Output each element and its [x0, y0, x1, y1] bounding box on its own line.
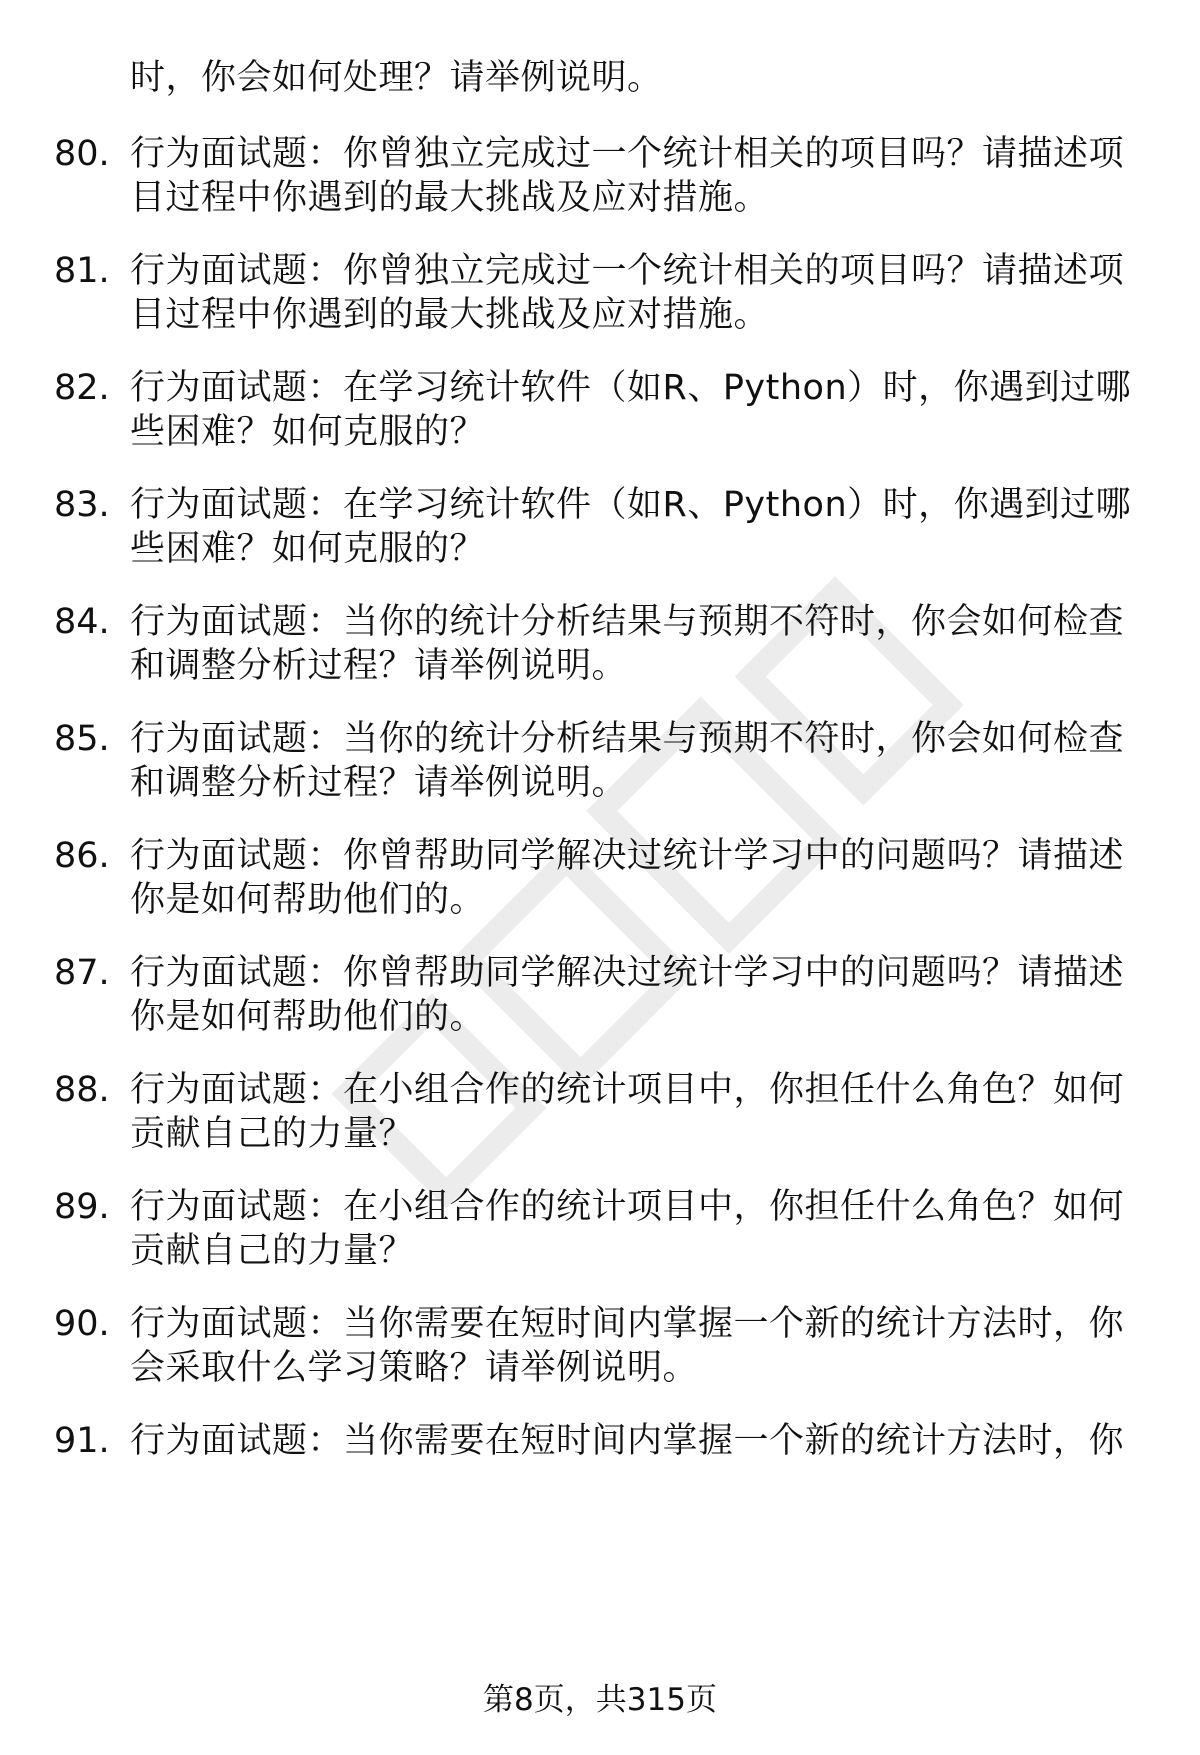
question-number: 89.: [54, 1187, 110, 1227]
question-line: 行为面试题：你曾独立完成过一个统计相关的项目吗？请描述项: [130, 134, 1125, 174]
question-line: 行为面试题：当你的统计分析结果与预期不符时，你会如何检查: [130, 719, 1125, 759]
question-line: 目过程中你遇到的最大挑战及应对措施。: [130, 295, 770, 335]
question-line: 行为面试题：你曾帮助同学解决过统计学习中的问题吗？请描述: [130, 953, 1125, 993]
question-number: 86.: [54, 836, 110, 876]
question-number: 90.: [54, 1304, 110, 1344]
question-number: 83.: [54, 485, 110, 525]
question-line: 和调整分析过程？请举例说明。: [130, 763, 628, 803]
question-number: 88.: [54, 1070, 110, 1110]
question-line: 行为面试题：在学习统计软件（如R、Python）时，你遇到过哪: [130, 368, 1132, 408]
question-line: 会采取什么学习策略？请举例说明。: [130, 1348, 699, 1388]
question-number: 87.: [54, 953, 110, 993]
question-number: 82.: [54, 368, 110, 408]
question-line: 行为面试题：你曾帮助同学解决过统计学习中的问题吗？请描述: [130, 836, 1125, 876]
question-line: 行为面试题：你曾独立完成过一个统计相关的项目吗？请描述项: [130, 251, 1125, 291]
question-line: 行为面试题：当你需要在短时间内掌握一个新的统计方法时，你: [130, 1421, 1125, 1461]
question-line: 目过程中你遇到的最大挑战及应对措施。: [130, 178, 770, 218]
question-line: 贡献自己的力量？: [130, 1114, 415, 1154]
question-number: 91.: [54, 1421, 110, 1461]
question-number: 80.: [54, 134, 110, 174]
question-number: 81.: [54, 251, 110, 291]
question-line: 行为面试题：当你需要在短时间内掌握一个新的统计方法时，你: [130, 1304, 1125, 1344]
question-line: 些困难？如何克服的？: [130, 529, 486, 569]
question-line: 行为面试题：在小组合作的统计项目中，你担任什么角色？如何: [130, 1187, 1125, 1227]
question-line: 行为面试题：当你的统计分析结果与预期不符时，你会如何检查: [130, 602, 1125, 642]
question-line: 些困难？如何克服的？: [130, 412, 486, 452]
question-number: 84.: [54, 602, 110, 642]
question-line: 行为面试题：在小组合作的统计项目中，你担任什么角色？如何: [130, 1070, 1125, 1110]
page-footer: 第8页，共315页: [483, 1682, 717, 1718]
continuation-text: 时，你会如何处理？请举例说明。: [130, 58, 663, 98]
question-line: 贡献自己的力量？: [130, 1231, 415, 1271]
question-line: 你是如何帮助他们的。: [130, 880, 486, 920]
question-number: 85.: [54, 719, 110, 759]
question-line: 你是如何帮助他们的。: [130, 997, 486, 1037]
question-line: 行为面试题：在学习统计软件（如R、Python）时，你遇到过哪: [130, 485, 1132, 525]
question-line: 和调整分析过程？请举例说明。: [130, 646, 628, 686]
